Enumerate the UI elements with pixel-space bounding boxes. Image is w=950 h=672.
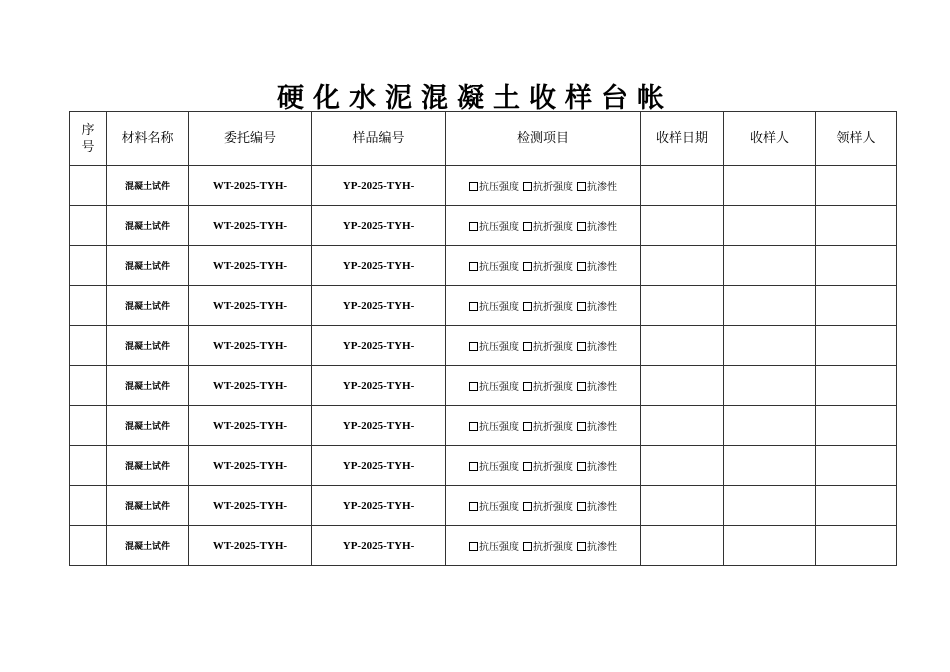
cell-received-date[interactable] xyxy=(641,206,724,246)
test-option-label: 抗渗性 xyxy=(587,462,617,473)
test-option[interactable] xyxy=(577,302,617,313)
checkbox-icon[interactable] xyxy=(577,542,586,551)
cell-test-items xyxy=(446,166,641,206)
cell-serial-no[interactable] xyxy=(70,366,107,406)
test-option[interactable] xyxy=(469,462,519,473)
test-option-label: 抗压强度 xyxy=(479,462,519,473)
cell-serial-no[interactable] xyxy=(70,446,107,486)
cell-sample-no: YP-2025-TYH- xyxy=(312,206,446,246)
header-material-name: 材料名称 xyxy=(107,112,189,166)
checkbox-icon[interactable] xyxy=(523,262,532,271)
cell-received-date[interactable] xyxy=(641,366,724,406)
cell-material-name: 混凝土试件 xyxy=(107,246,189,286)
test-option[interactable] xyxy=(523,542,573,553)
test-option[interactable] xyxy=(469,502,519,513)
cell-material-name: 混凝土试件 xyxy=(107,406,189,446)
test-option-label: 抗压强度 xyxy=(479,502,519,513)
cell-collector[interactable] xyxy=(816,406,897,446)
cell-receiver[interactable] xyxy=(724,486,816,526)
test-option[interactable] xyxy=(523,262,573,273)
checkbox-icon[interactable] xyxy=(469,182,478,191)
test-option[interactable] xyxy=(577,462,617,473)
test-option[interactable] xyxy=(469,182,519,193)
test-option-label: 抗渗性 xyxy=(587,422,617,433)
cell-serial-no[interactable] xyxy=(70,286,107,326)
test-option-label: 抗压强度 xyxy=(479,382,519,393)
cell-serial-no[interactable] xyxy=(70,166,107,206)
checkbox-icon[interactable] xyxy=(523,542,532,551)
cell-sample-no: YP-2025-TYH- xyxy=(312,246,446,286)
cell-receiver[interactable] xyxy=(724,206,816,246)
test-option-label: 抗压强度 xyxy=(479,422,519,433)
test-option-label: 抗渗性 xyxy=(587,222,617,233)
cell-receiver[interactable] xyxy=(724,286,816,326)
cell-test-items xyxy=(446,366,641,406)
cell-received-date[interactable] xyxy=(641,326,724,366)
checkbox-icon[interactable] xyxy=(523,422,532,431)
checkbox-icon[interactable] xyxy=(469,262,478,271)
test-option-label: 抗渗性 xyxy=(587,342,617,353)
checkbox-icon[interactable] xyxy=(523,382,532,391)
test-option-label: 抗折强度 xyxy=(533,382,573,393)
table-row xyxy=(70,486,897,526)
cell-test-items xyxy=(446,326,641,366)
table-row xyxy=(70,446,897,486)
header-received-date: 收样日期 xyxy=(641,112,724,166)
checkbox-icon[interactable] xyxy=(469,422,478,431)
cell-receiver[interactable] xyxy=(724,166,816,206)
cell-sample-no: YP-2025-TYH- xyxy=(312,166,446,206)
header-collector: 领样人 xyxy=(816,112,897,166)
checkbox-icon[interactable] xyxy=(577,302,586,311)
test-option[interactable] xyxy=(523,462,573,473)
test-option-label: 抗折强度 xyxy=(533,422,573,433)
test-option[interactable] xyxy=(469,422,519,433)
cell-received-date[interactable] xyxy=(641,166,724,206)
checkbox-icon[interactable] xyxy=(469,462,478,471)
cell-commission-no: WT-2025-TYH- xyxy=(189,206,312,246)
cell-test-items xyxy=(446,446,641,486)
header-row xyxy=(70,112,897,166)
test-option-label: 抗折强度 xyxy=(533,542,573,553)
checkbox-icon[interactable] xyxy=(523,502,532,511)
cell-commission-no: WT-2025-TYH- xyxy=(189,446,312,486)
cell-received-date[interactable] xyxy=(641,246,724,286)
cell-collector[interactable] xyxy=(816,166,897,206)
checkbox-icon[interactable] xyxy=(577,462,586,471)
test-option-label: 抗渗性 xyxy=(587,302,617,313)
test-option-label: 抗渗性 xyxy=(587,542,617,553)
cell-sample-no: YP-2025-TYH- xyxy=(312,406,446,446)
cell-material-name: 混凝土试件 xyxy=(107,206,189,246)
cell-test-items xyxy=(446,486,641,526)
test-option[interactable] xyxy=(577,262,617,273)
test-option[interactable] xyxy=(577,182,617,193)
table-row xyxy=(70,526,897,566)
page-title: 硬化水泥混凝土收样台帐 xyxy=(277,83,673,114)
cell-commission-no: WT-2025-TYH- xyxy=(189,326,312,366)
test-option[interactable] xyxy=(469,382,519,393)
cell-sample-no: YP-2025-TYH- xyxy=(312,526,446,566)
checkbox-icon[interactable] xyxy=(523,302,532,311)
header-receiver: 收样人 xyxy=(724,112,816,166)
cell-received-date[interactable] xyxy=(641,526,724,566)
cell-commission-no: WT-2025-TYH- xyxy=(189,166,312,206)
checkbox-icon[interactable] xyxy=(577,422,586,431)
cell-material-name: 混凝土试件 xyxy=(107,366,189,406)
table-row xyxy=(70,246,897,286)
cell-commission-no: WT-2025-TYH- xyxy=(189,246,312,286)
cell-sample-no: YP-2025-TYH- xyxy=(312,366,446,406)
checkbox-icon[interactable] xyxy=(577,342,586,351)
table-row xyxy=(70,206,897,246)
table-row xyxy=(70,166,897,206)
checkbox-icon[interactable] xyxy=(469,542,478,551)
checkbox-icon[interactable] xyxy=(469,382,478,391)
test-option-label: 抗渗性 xyxy=(587,382,617,393)
cell-commission-no: WT-2025-TYH- xyxy=(189,366,312,406)
checkbox-icon[interactable] xyxy=(469,302,478,311)
test-option-label: 抗折强度 xyxy=(533,302,573,313)
test-option-label: 抗压强度 xyxy=(479,342,519,353)
cell-test-items xyxy=(446,406,641,446)
cell-serial-no[interactable] xyxy=(70,206,107,246)
cell-test-items xyxy=(446,286,641,326)
cell-sample-no: YP-2025-TYH- xyxy=(312,486,446,526)
cell-test-items xyxy=(446,246,641,286)
cell-receiver[interactable] xyxy=(724,326,816,366)
cell-serial-no[interactable] xyxy=(70,406,107,446)
test-option[interactable] xyxy=(577,502,617,513)
header-serial-no: 序号 xyxy=(70,112,107,166)
test-option[interactable] xyxy=(523,502,573,513)
test-option[interactable] xyxy=(523,342,573,353)
test-option-label: 抗渗性 xyxy=(587,502,617,513)
cell-received-date[interactable] xyxy=(641,406,724,446)
checkbox-icon[interactable] xyxy=(469,342,478,351)
cell-collector[interactable] xyxy=(816,366,897,406)
test-option-label: 抗压强度 xyxy=(479,182,519,193)
table-row xyxy=(70,366,897,406)
cell-received-date[interactable] xyxy=(641,286,724,326)
checkbox-icon[interactable] xyxy=(523,342,532,351)
cell-collector[interactable] xyxy=(816,446,897,486)
table-row xyxy=(70,406,897,446)
test-option-label: 抗折强度 xyxy=(533,182,573,193)
cell-sample-no: YP-2025-TYH- xyxy=(312,326,446,366)
test-option[interactable] xyxy=(523,382,573,393)
test-option[interactable] xyxy=(469,302,519,313)
checkbox-icon[interactable] xyxy=(577,262,586,271)
test-option[interactable] xyxy=(523,222,573,233)
test-option[interactable] xyxy=(577,222,617,233)
cell-commission-no: WT-2025-TYH- xyxy=(189,486,312,526)
cell-collector[interactable] xyxy=(816,326,897,366)
cell-received-date[interactable] xyxy=(641,486,724,526)
cell-serial-no[interactable] xyxy=(70,526,107,566)
test-option[interactable] xyxy=(577,342,617,353)
cell-material-name: 混凝土试件 xyxy=(107,446,189,486)
cell-test-items xyxy=(446,206,641,246)
cell-collector[interactable] xyxy=(816,526,897,566)
cell-material-name: 混凝土试件 xyxy=(107,166,189,206)
cell-serial-no[interactable] xyxy=(70,246,107,286)
cell-receiver[interactable] xyxy=(724,446,816,486)
cell-received-date[interactable] xyxy=(641,446,724,486)
cell-serial-no[interactable] xyxy=(70,326,107,366)
test-option-label: 抗压强度 xyxy=(479,302,519,313)
table-body xyxy=(70,166,897,566)
test-option[interactable] xyxy=(577,422,617,433)
checkbox-icon[interactable] xyxy=(577,382,586,391)
test-option-label: 抗渗性 xyxy=(587,182,617,193)
test-option[interactable] xyxy=(523,422,573,433)
cell-receiver[interactable] xyxy=(724,526,816,566)
checkbox-icon[interactable] xyxy=(523,222,532,231)
test-option-label: 抗折强度 xyxy=(533,262,573,273)
test-option-label: 抗折强度 xyxy=(533,462,573,473)
cell-test-items xyxy=(446,526,641,566)
cell-receiver[interactable] xyxy=(724,246,816,286)
test-option-label: 抗渗性 xyxy=(587,262,617,273)
checkbox-icon[interactable] xyxy=(469,222,478,231)
cell-commission-no: WT-2025-TYH- xyxy=(189,526,312,566)
cell-receiver[interactable] xyxy=(724,366,816,406)
cell-material-name: 混凝土试件 xyxy=(107,286,189,326)
test-option[interactable] xyxy=(469,342,519,353)
cell-receiver[interactable] xyxy=(724,406,816,446)
sample-ledger-table xyxy=(69,111,897,566)
test-option-label: 抗折强度 xyxy=(533,502,573,513)
test-option[interactable] xyxy=(523,182,573,193)
cell-material-name: 混凝土试件 xyxy=(107,326,189,366)
test-option[interactable] xyxy=(523,302,573,313)
test-option[interactable] xyxy=(469,222,519,233)
cell-material-name: 混凝土试件 xyxy=(107,486,189,526)
test-option-label: 抗压强度 xyxy=(479,542,519,553)
checkbox-icon[interactable] xyxy=(523,462,532,471)
test-option-label: 抗折强度 xyxy=(533,342,573,353)
cell-serial-no[interactable] xyxy=(70,486,107,526)
test-option[interactable] xyxy=(577,382,617,393)
test-option-label: 抗折强度 xyxy=(533,222,573,233)
cell-commission-no: WT-2025-TYH- xyxy=(189,286,312,326)
checkbox-icon[interactable] xyxy=(577,222,586,231)
test-option[interactable] xyxy=(469,542,519,553)
checkbox-icon[interactable] xyxy=(469,502,478,511)
cell-sample-no: YP-2025-TYH- xyxy=(312,286,446,326)
header-test-items: 检测项目 xyxy=(446,112,641,166)
checkbox-icon[interactable] xyxy=(577,182,586,191)
cell-sample-no: YP-2025-TYH- xyxy=(312,446,446,486)
cell-commission-no: WT-2025-TYH- xyxy=(189,406,312,446)
cell-collector[interactable] xyxy=(816,286,897,326)
header-commission-no: 委托编号 xyxy=(189,112,312,166)
cell-collector[interactable] xyxy=(816,486,897,526)
header-sample-no: 样品编号 xyxy=(312,112,446,166)
cell-collector[interactable] xyxy=(816,206,897,246)
checkbox-icon[interactable] xyxy=(577,502,586,511)
cell-collector[interactable] xyxy=(816,246,897,286)
cell-material-name: 混凝土试件 xyxy=(107,526,189,566)
test-option-label: 抗压强度 xyxy=(479,262,519,273)
checkbox-icon[interactable] xyxy=(523,182,532,191)
table-row xyxy=(70,286,897,326)
test-option[interactable] xyxy=(577,542,617,553)
test-option[interactable] xyxy=(469,262,519,273)
table-row xyxy=(70,326,897,366)
test-option-label: 抗压强度 xyxy=(479,222,519,233)
